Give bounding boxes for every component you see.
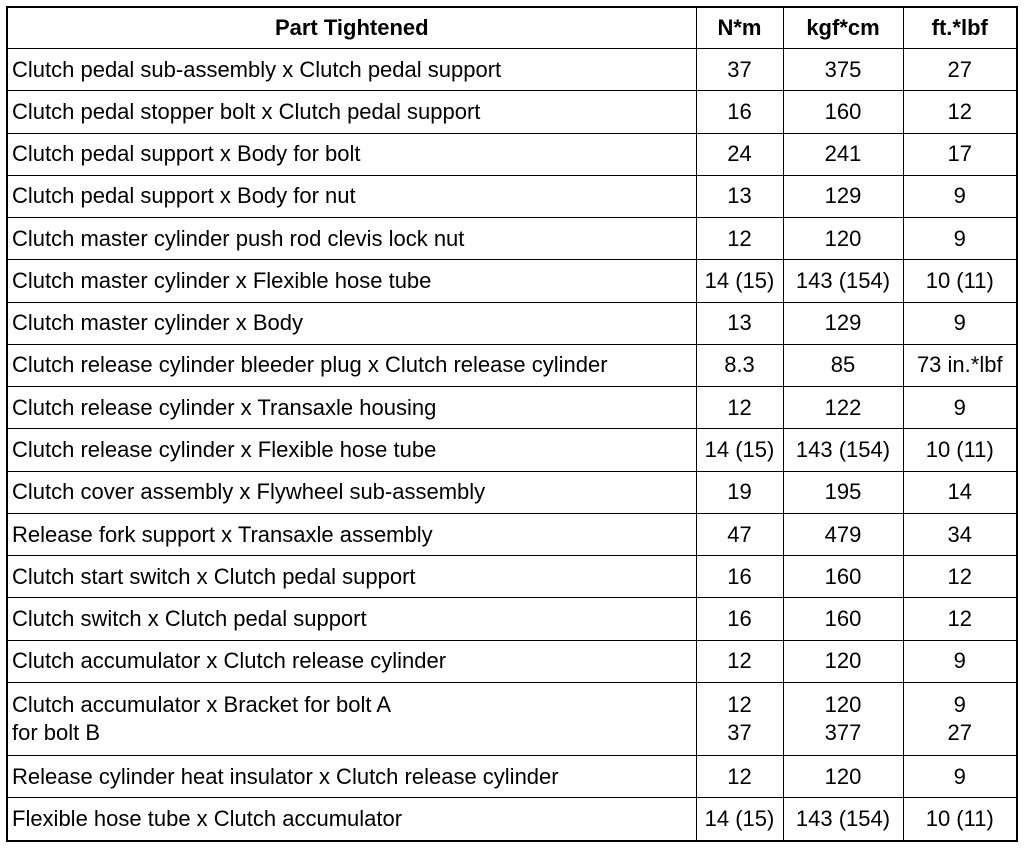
- torque-spec-table: [6, 6, 1018, 842]
- nm-cell: 47: [696, 513, 783, 555]
- kgf-line-1: 120: [824, 692, 862, 718]
- ft-cell: 12: [903, 556, 1017, 598]
- ft-cell: 9: [903, 756, 1017, 798]
- table-row: [7, 513, 1017, 555]
- part-cell: Clutch pedal support x Body for nut: [7, 175, 696, 217]
- part-cell: Release cylinder heat insulator x Clutch release cylinder: [7, 756, 696, 798]
- ft-cell: 10 (11): [903, 429, 1017, 471]
- part-line-2: for bolt B: [12, 720, 101, 746]
- part-cell: Clutch accumulator x Clutch release cylinder: [7, 640, 696, 682]
- kgf-cell: 375: [783, 49, 903, 91]
- nm-cell: 16: [696, 598, 783, 640]
- kgf-cell: 241: [783, 133, 903, 175]
- kgf-cell: 129: [783, 302, 903, 344]
- table-row: [7, 429, 1017, 471]
- header-nm: N*m: [696, 7, 783, 49]
- ft-cell: 17: [903, 133, 1017, 175]
- header-part: Part Tightened: [7, 7, 696, 49]
- nm-cell: 14 (15): [696, 429, 783, 471]
- kgf-cell: 479: [783, 513, 903, 555]
- part-cell: Clutch master cylinder push rod clevis lock nut: [7, 218, 696, 260]
- nm-cell: 24: [696, 133, 783, 175]
- nm-cell: [696, 682, 783, 755]
- table-body: [7, 49, 1017, 842]
- part-cell: Clutch pedal support x Body for bolt: [7, 133, 696, 175]
- part-cell: Clutch start switch x Clutch pedal support: [7, 556, 696, 598]
- nm-cell: 19: [696, 471, 783, 513]
- kgf-cell: 120: [783, 756, 903, 798]
- table-row: [7, 556, 1017, 598]
- part-cell: Release fork support x Transaxle assembly: [7, 513, 696, 555]
- table-row-multi: [7, 682, 1017, 755]
- kgf-cell: 143 (154): [783, 260, 903, 302]
- ft-cell: 27: [903, 49, 1017, 91]
- ft-cell: 9: [903, 640, 1017, 682]
- kgf-cell: 85: [783, 344, 903, 386]
- nm-cell: 12: [696, 218, 783, 260]
- ft-cell: [903, 682, 1017, 755]
- ft-cell: 73 in.*lbf: [903, 344, 1017, 386]
- table-row: [7, 49, 1017, 91]
- nm-cell: 14 (15): [696, 798, 783, 841]
- kgf-cell: 122: [783, 387, 903, 429]
- nm-cell: 8.3: [696, 344, 783, 386]
- table-row: [7, 471, 1017, 513]
- kgf-line-2: 377: [824, 720, 862, 746]
- table-row: [7, 218, 1017, 260]
- table-row: [7, 133, 1017, 175]
- table-row: [7, 598, 1017, 640]
- part-cell: Clutch switch x Clutch pedal support: [7, 598, 696, 640]
- header-ft: ft.*lbf: [903, 7, 1017, 49]
- ft-line-1: 9: [953, 692, 966, 718]
- table-row: [7, 175, 1017, 217]
- table-row: [7, 302, 1017, 344]
- kgf-cell: 160: [783, 598, 903, 640]
- part-cell: [7, 682, 696, 755]
- part-cell: Clutch master cylinder x Flexible hose tube: [7, 260, 696, 302]
- nm-cell: 37: [696, 49, 783, 91]
- part-cell: Clutch pedal sub-assembly x Clutch pedal support: [7, 49, 696, 91]
- nm-cell: 16: [696, 556, 783, 598]
- kgf-cell: 160: [783, 556, 903, 598]
- kgf-cell: 143 (154): [783, 798, 903, 841]
- nm-line-1: 12: [727, 692, 752, 718]
- ft-cell: 14: [903, 471, 1017, 513]
- kgf-cell: 160: [783, 91, 903, 133]
- table-row: [7, 344, 1017, 386]
- part-cell: Flexible hose tube x Clutch accumulator: [7, 798, 696, 841]
- ft-cell: 10 (11): [903, 798, 1017, 841]
- table-row: [7, 387, 1017, 429]
- kgf-cell: [783, 682, 903, 755]
- kgf-cell: 120: [783, 640, 903, 682]
- table-row: [7, 798, 1017, 841]
- ft-cell: 10 (11): [903, 260, 1017, 302]
- nm-cell: 13: [696, 302, 783, 344]
- nm-cell: 12: [696, 640, 783, 682]
- ft-cell: 9: [903, 302, 1017, 344]
- table-row: [7, 260, 1017, 302]
- nm-cell: 12: [696, 387, 783, 429]
- part-cell: Clutch cover assembly x Flywheel sub-assembly: [7, 471, 696, 513]
- ft-line-2: 27: [947, 720, 972, 746]
- nm-line-2: 37: [727, 720, 752, 746]
- ft-cell: 9: [903, 175, 1017, 217]
- ft-cell: 9: [903, 387, 1017, 429]
- nm-cell: 14 (15): [696, 260, 783, 302]
- kgf-cell: 195: [783, 471, 903, 513]
- table-row: [7, 91, 1017, 133]
- nm-cell: 16: [696, 91, 783, 133]
- ft-cell: 34: [903, 513, 1017, 555]
- part-line-1: Clutch accumulator x Bracket for bolt A: [12, 692, 392, 718]
- ft-cell: 12: [903, 91, 1017, 133]
- part-cell: Clutch release cylinder x Transaxle housing: [7, 387, 696, 429]
- header-row: [7, 7, 1017, 49]
- part-cell: Clutch release cylinder bleeder plug x Clutch release cylinder: [7, 344, 696, 386]
- kgf-cell: 120: [783, 218, 903, 260]
- kgf-cell: 129: [783, 175, 903, 217]
- table-row: [7, 640, 1017, 682]
- part-cell: Clutch master cylinder x Body: [7, 302, 696, 344]
- ft-cell: 12: [903, 598, 1017, 640]
- nm-cell: 13: [696, 175, 783, 217]
- part-cell: Clutch release cylinder x Flexible hose tube: [7, 429, 696, 471]
- header-kgf: kgf*cm: [783, 7, 903, 49]
- ft-cell: 9: [903, 218, 1017, 260]
- nm-cell: 12: [696, 756, 783, 798]
- part-cell: Clutch pedal stopper bolt x Clutch pedal support: [7, 91, 696, 133]
- kgf-cell: 143 (154): [783, 429, 903, 471]
- table-row: [7, 756, 1017, 798]
